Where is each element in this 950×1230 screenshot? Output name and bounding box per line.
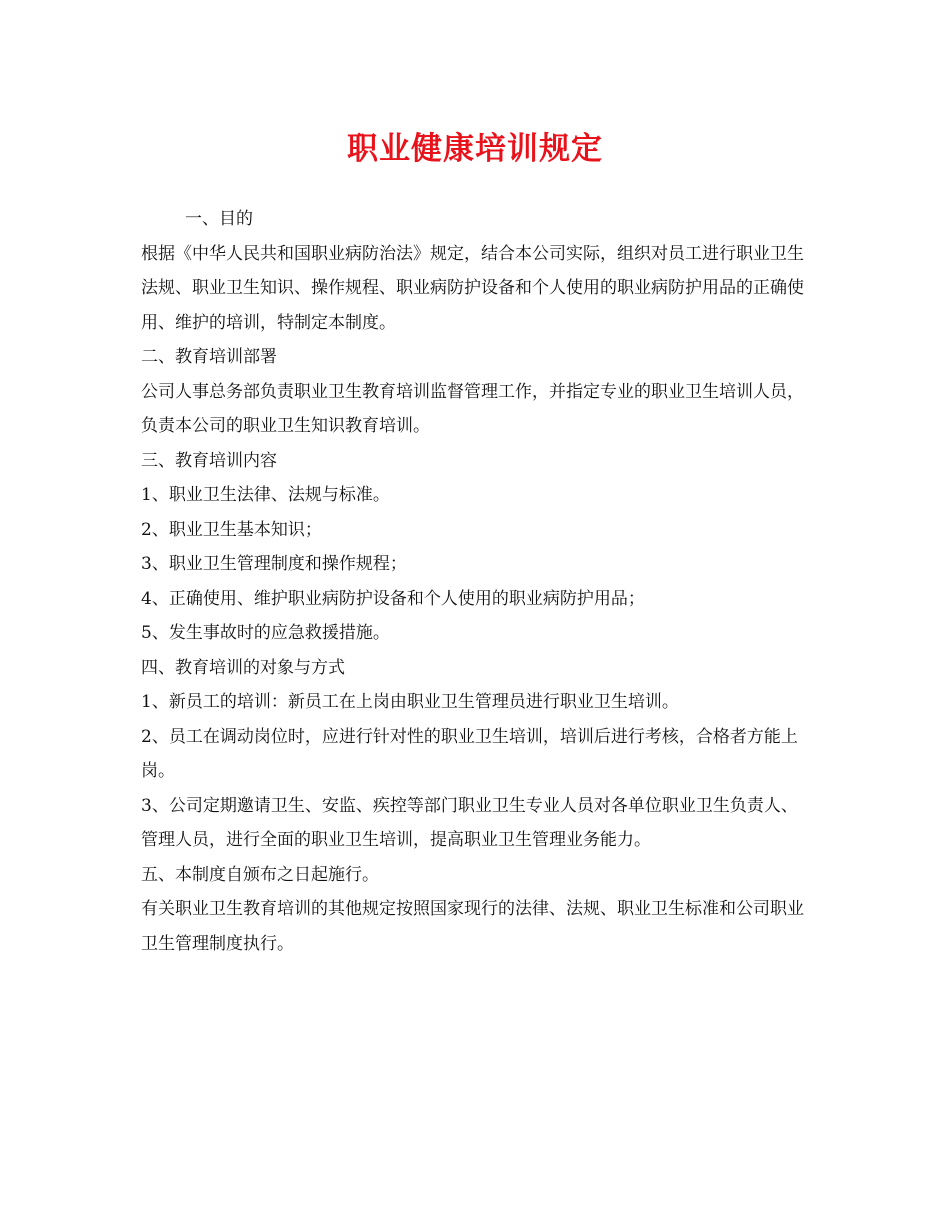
list-item-content-2: 2、职业卫生基本知识；: [141, 519, 322, 540]
list-item-content-5: 5、发生事故时的应急救援措施。: [141, 623, 390, 643]
section-heading-targets: 四、教育培训的对象与方式: [141, 657, 345, 678]
list-item-content-3: 3、职业卫生管理制度和操作规程；: [141, 554, 407, 574]
section-heading-deployment: 二、教育培训部署: [141, 347, 277, 367]
list-item-targets-1: 1、新员工的培训：新员工在上岗由职业卫生管理员进行职业卫生培训。: [141, 692, 679, 712]
section-heading-content: 三、教育培训内容: [141, 450, 277, 471]
list-item-content-4: 4、正确使用、维护职业病防护设备和个人使用的职业病防护用品；: [141, 588, 645, 609]
list-item-targets-2: 2、员工在调动岗位时，应进行针对性的职业卫生培训，培训后进行考核，合格者方能上岗。: [141, 726, 798, 781]
list-item-content-1: 1、职业卫生法律、法规与标准。: [141, 485, 390, 505]
section-heading-effective: 五、本制度自颁布之日起施行。: [141, 864, 379, 885]
list-item-targets-3: 3、公司定期邀请卫生、安监、疾控等部门职业卫生专业人员对各单位职业卫生负责人、管理人员，进行全面的职业卫生培训，提高职业卫生管理业务能力。: [141, 795, 798, 850]
document-body: [141, 202, 813, 961]
document-title: 职业健康培训规定: [347, 131, 603, 167]
paragraph-purpose: 根据《中华人民共和国职业病防治法》规定，结合本公司实际，组织对员工进行职业卫生法规、职业卫生知识、操作规程、职业病防护设备和个人使用的职业病防护用品的正确使用、维护的培训，特制定本制度。: [141, 243, 804, 333]
paragraph-deployment: 公司人事总务部负责职业卫生教育培训监督管理工作，并指定专业的职业卫生培训人员，负责本公司的职业卫生知识教育培训。: [141, 381, 804, 436]
paragraph-other-rules: 有关职业卫生教育培训的其他规定按照国家现行的法律、法规、职业卫生标准和公司职业卫生管理制度执行。: [141, 899, 804, 954]
section-heading-purpose: 一、目的: [185, 209, 253, 229]
